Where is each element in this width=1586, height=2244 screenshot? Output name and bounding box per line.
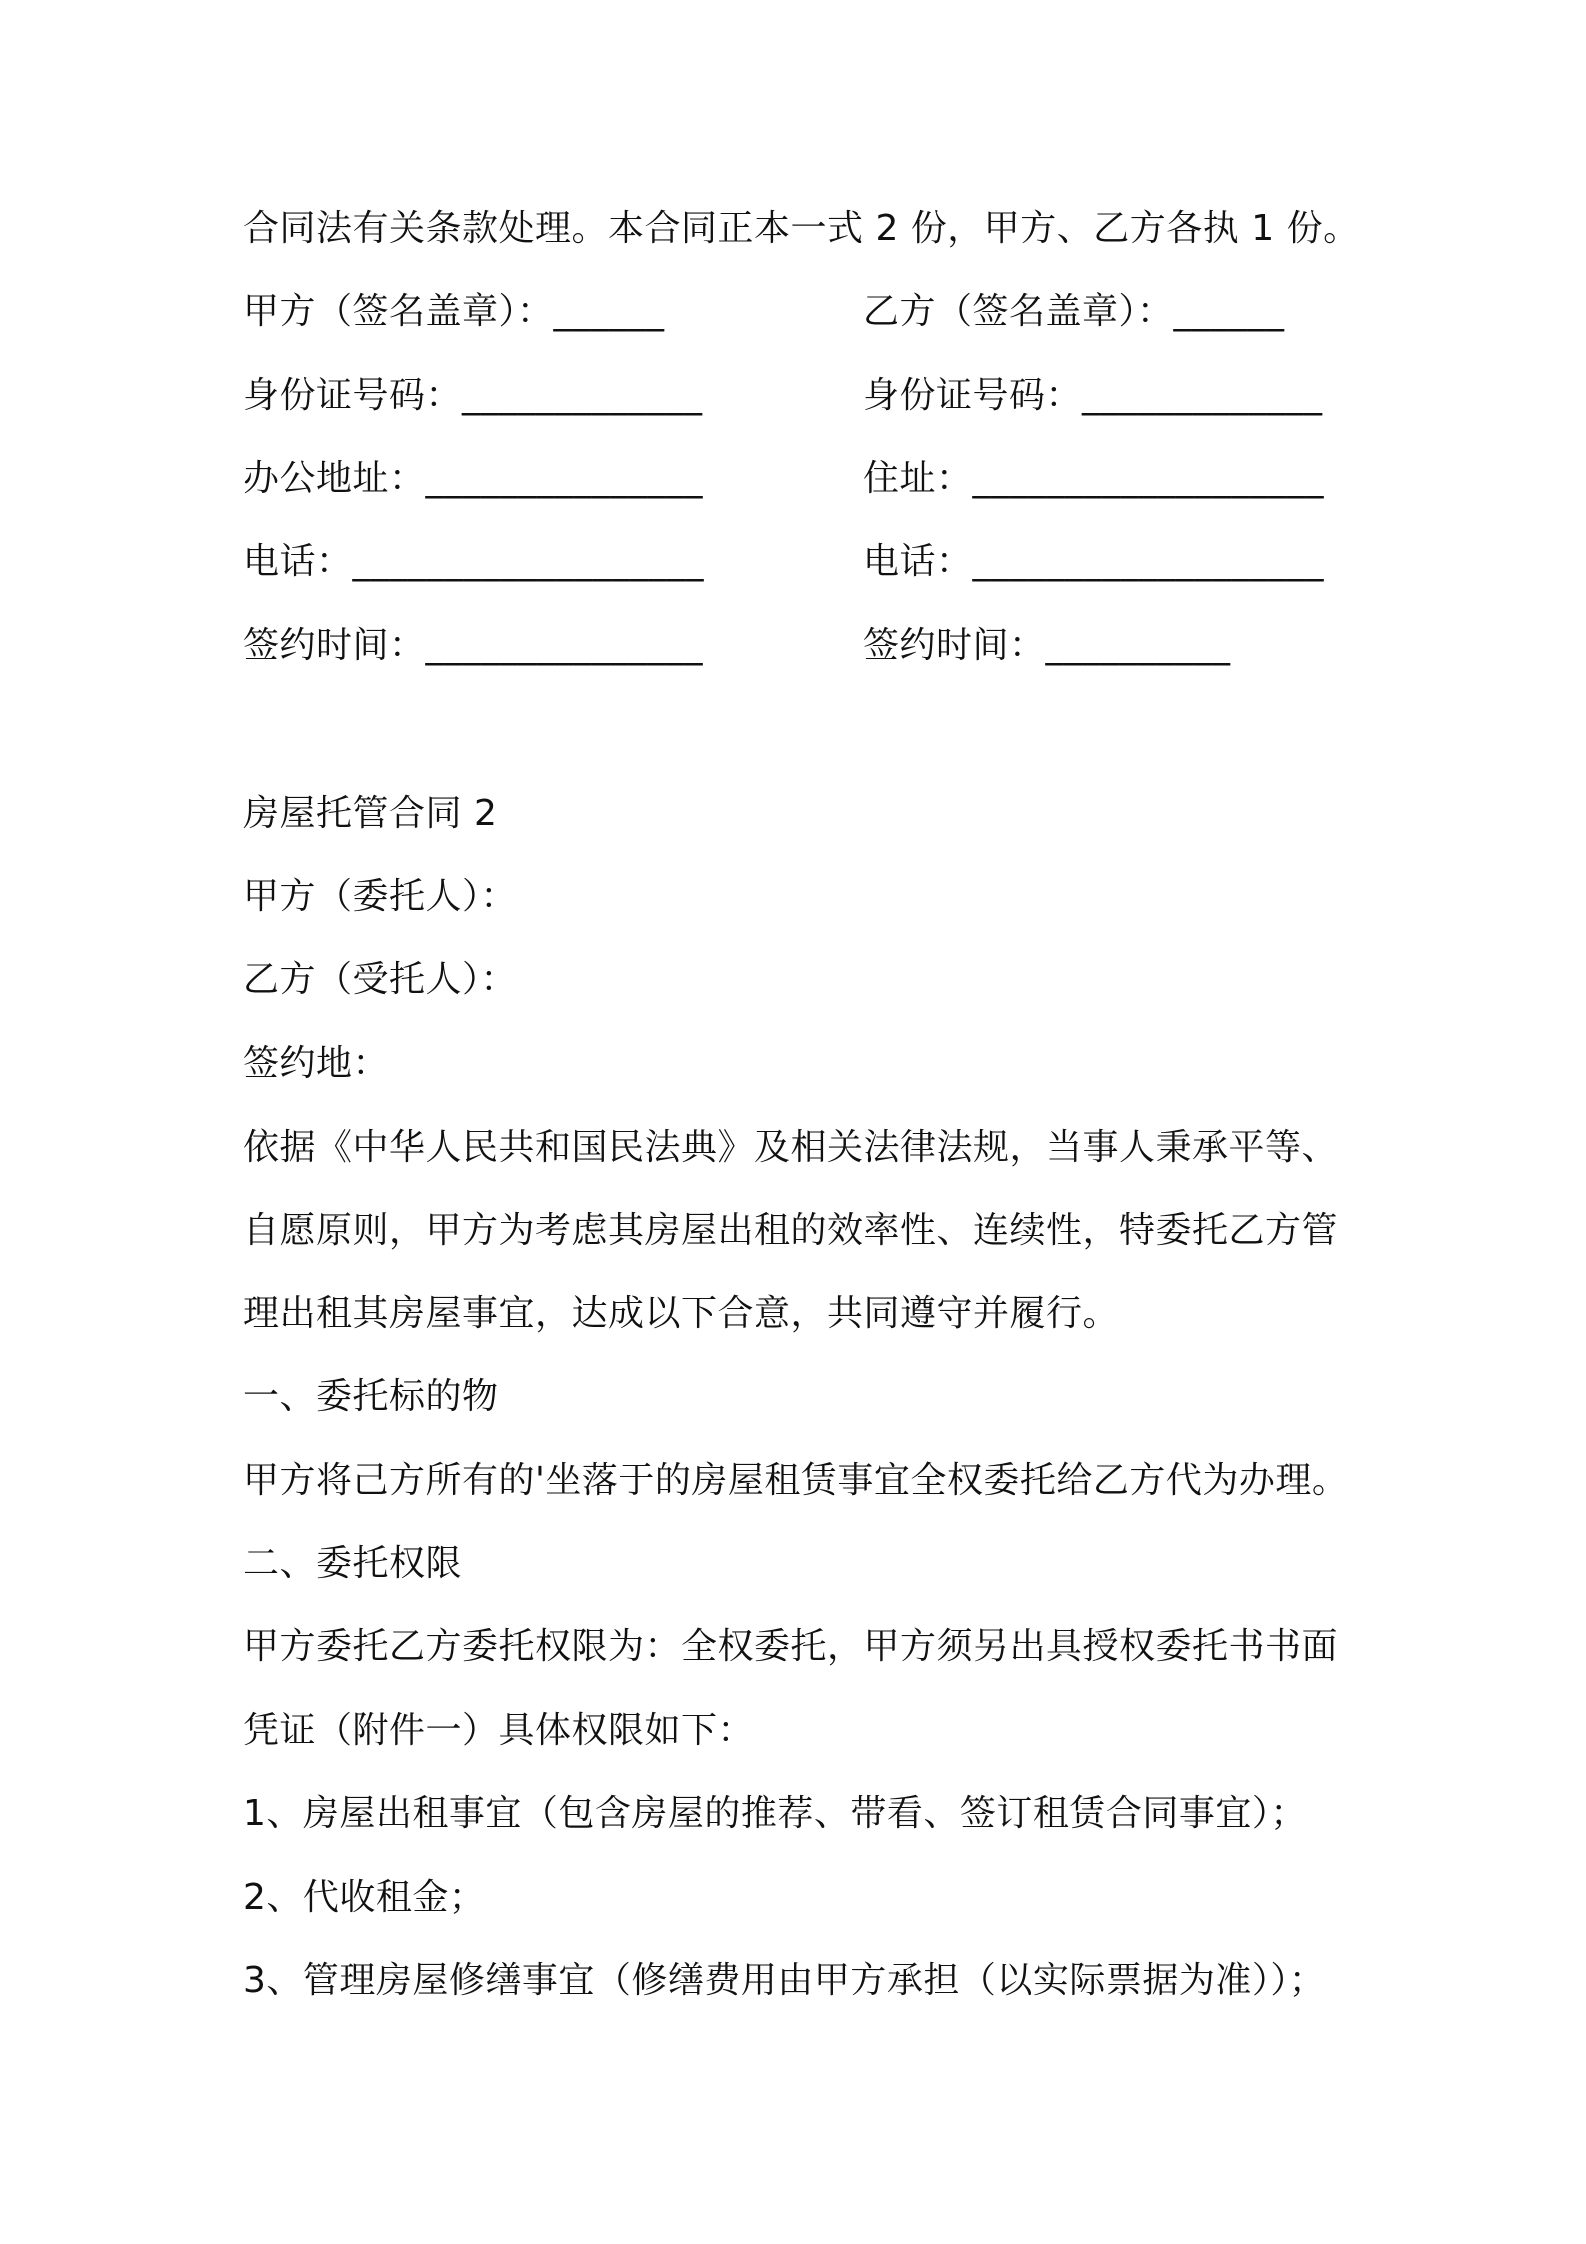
party-a-id-number: 身份证号码：_____________ xyxy=(243,375,703,416)
list-item: 3、管理房屋修缮事宜（修缮费用由甲方承担（以实际票据为准））； xyxy=(243,1960,1326,2001)
party-b-line: 乙方（受托人）： xyxy=(243,959,518,1000)
intro-paragraph-line: 自愿原则，甲方为考虑其房屋出租的效率性、连续性，特委托乙方管 xyxy=(243,1210,1339,1251)
contract-closing-line: 合同法有关条款处理。本合同正本一式 2 份，甲方、乙方各执 1 份。 xyxy=(243,208,1360,249)
party-b-address: 住址：___________________ xyxy=(863,458,1325,499)
signature-row xyxy=(243,372,1363,420)
party-b-phone: 电话：___________________ xyxy=(863,541,1325,582)
party-a-line: 甲方（委托人）： xyxy=(243,876,518,917)
contract-title: 房屋托管合同 2 xyxy=(243,793,498,834)
signature-row xyxy=(243,538,1363,586)
party-a-signature: 甲方（签名盖章）：______ xyxy=(243,291,665,332)
section-paragraph: 甲方将己方所有的'坐落于的房屋租赁事宜全权委托给乙方代为办理。 xyxy=(243,1460,1349,1501)
party-b-signature: 乙方（签名盖章）：______ xyxy=(863,291,1285,332)
list-item: 1、房屋出租事宜（包含房屋的推荐、带看、签订租赁合同事宜）； xyxy=(243,1793,1307,1834)
party-a-phone: 电话：___________________ xyxy=(243,541,705,582)
party-b-id-number: 身份证号码：_____________ xyxy=(863,375,1323,416)
party-a-sign-date: 签约时间：_______________ xyxy=(243,625,704,666)
signature-row xyxy=(243,622,1363,670)
intro-paragraph-line: 理出租其房屋事宜，达成以下合意，共同遵守并履行。 xyxy=(243,1293,1120,1334)
section-heading: 二、委托权限 xyxy=(243,1543,463,1584)
signature-row xyxy=(243,288,1363,336)
intro-paragraph-line: 依据《中华人民共和国民法典》及相关法律法规，当事人秉承平等、 xyxy=(243,1127,1339,1168)
party-b-sign-date: 签约时间：__________ xyxy=(863,625,1231,666)
party-a-office-address: 办公地址：_______________ xyxy=(243,458,704,499)
signing-place-line: 签约地： xyxy=(243,1043,390,1084)
list-item: 2、代收租金； xyxy=(243,1877,486,1918)
signature-row xyxy=(243,455,1363,503)
section-heading: 一、委托标的物 xyxy=(243,1376,499,1417)
section-paragraph-line: 凭证（附件一）具体权限如下： xyxy=(243,1710,755,1751)
section-paragraph-line: 甲方委托乙方委托权限为：全权委托，甲方须另出具授权委托书书面 xyxy=(243,1626,1339,1667)
